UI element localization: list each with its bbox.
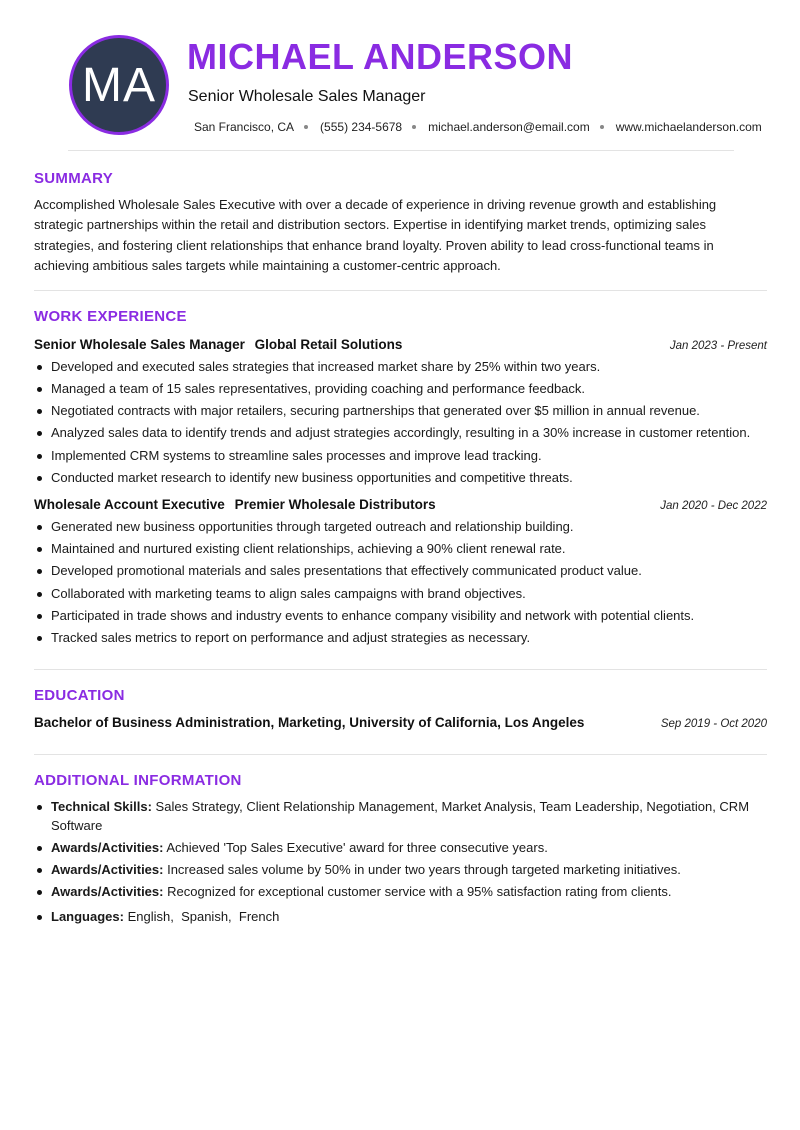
list-item: Generated new business opportunities through targeted outreach and relationship building. [34,518,767,537]
item-text: English, Spanish, French [127,908,280,924]
job-dates: Jan 2020 - Dec 2022 [660,500,767,513]
list-item: Conducted market research to identify new business opportunities and competitive threats. [34,469,767,488]
education-section [34,670,767,755]
additional-info-list [34,798,767,926]
avatar [69,35,169,135]
avatar-initials: MA [82,58,156,112]
job-entry [34,497,767,647]
list-item [34,861,767,880]
separator-dot-icon [412,125,416,129]
additional-info-heading: ADDITIONAL INFORMATION [34,772,242,790]
list-item: Developed promotional materials and sales presentations that effectively communicated product value. [34,562,767,581]
education-degree: Bachelor of Business Administration, Marketing, University of California, Los Angeles [34,715,585,731]
job-company: Premier Wholesale Distributors [234,497,436,513]
item-label: Awards/Activities: [51,862,164,878]
contact-website[interactable]: www.michaelanderson.com [615,120,762,134]
summary-text: Accomplished Wholesale Sales Executive with over a decade of experience in driving revenue growth and establishing strategic partnerships within the retail and distribution sectors. Expertise in identifying market trends, optimizing sales strategies, and fostering client relationships that enhance brand loyalty. Proven ability to lead cross-functional teams in achieving ambitious sales targets while maintaining a customer-centric approach. [34,197,717,273]
summary-heading: SUMMARY [34,170,114,187]
list-item: Collaborated with marketing teams to align sales campaigns with brand objectives. [34,585,767,604]
additional-info-section [34,755,767,926]
item-text: Sales Strategy, Client Relationship Management, Market Analysis, Team Leadership, Negotiation, CRM Software [51,799,750,833]
candidate-name: MICHAEL ANDERSON [187,36,574,77]
contact-email[interactable]: michael.anderson@email.com [428,120,590,134]
item-text: Increased sales volume by 50% in under two years through targeted marketing initiatives. [167,862,681,878]
list-item: Analyzed sales data to identify trends and adjust strategies accordingly, resulting in a 30% increase in customer retention. [34,424,767,443]
item-text: Recognized for exceptional customer service with a 95% satisfaction rating from clients. [167,884,672,900]
job-bullets [34,358,767,487]
resume-header [34,0,767,150]
separator-dot-icon [600,125,604,129]
list-item: Participated in trade shows and industry events to enhance company visibility and network with potential clients. [34,607,767,626]
education-dates: Sep 2019 - Oct 2020 [660,718,767,731]
job-dates: Jan 2023 - Present [669,340,767,353]
list-item: Managed a team of 15 sales representatives, providing coaching and performance feedback. [34,380,767,399]
job-bullets [34,518,767,647]
header-divider [68,150,734,151]
job-company: Global Retail Solutions [254,337,403,353]
list-item [34,883,767,902]
list-item: Developed and executed sales strategies that increased market share by 25% within two years. [34,358,767,377]
item-label: Awards/Activities: [51,884,164,900]
list-item: Implemented CRM systems to streamline sales processes and improve lead tracking. [34,447,767,466]
work-experience-section [34,291,767,670]
candidate-title: Senior Wholesale Sales Manager [188,88,426,105]
list-item: Tracked sales metrics to report on performance and adjust strategies as necessary. [34,629,767,648]
item-label: Technical Skills: [51,799,152,815]
list-item [34,839,767,858]
separator-dot-icon [304,125,308,129]
item-text: Achieved 'Top Sales Executive' award for three consecutive years. [166,840,548,855]
job-role: Wholesale Account Executive [34,497,225,513]
list-item: Negotiated contracts with major retailers, securing partnerships that generated over $5 million in annual revenue. [34,402,767,421]
summary-section [34,150,767,291]
contact-line [194,120,762,134]
job-entry [34,337,767,487]
list-item [34,908,767,927]
contact-location: San Francisco, CA [194,120,295,134]
list-item: Maintained and nurtured existing client relationships, achieving a 90% client renewal rate. [34,540,767,559]
job-role: Senior Wholesale Sales Manager [34,337,245,353]
education-heading: EDUCATION [34,687,125,705]
item-label: Awards/Activities: [51,840,164,855]
list-item [34,798,767,835]
contact-phone[interactable]: (555) 234-5678 [320,120,403,134]
work-experience-heading: WORK EXPERIENCE [34,308,187,326]
item-label: Languages: [51,908,124,924]
